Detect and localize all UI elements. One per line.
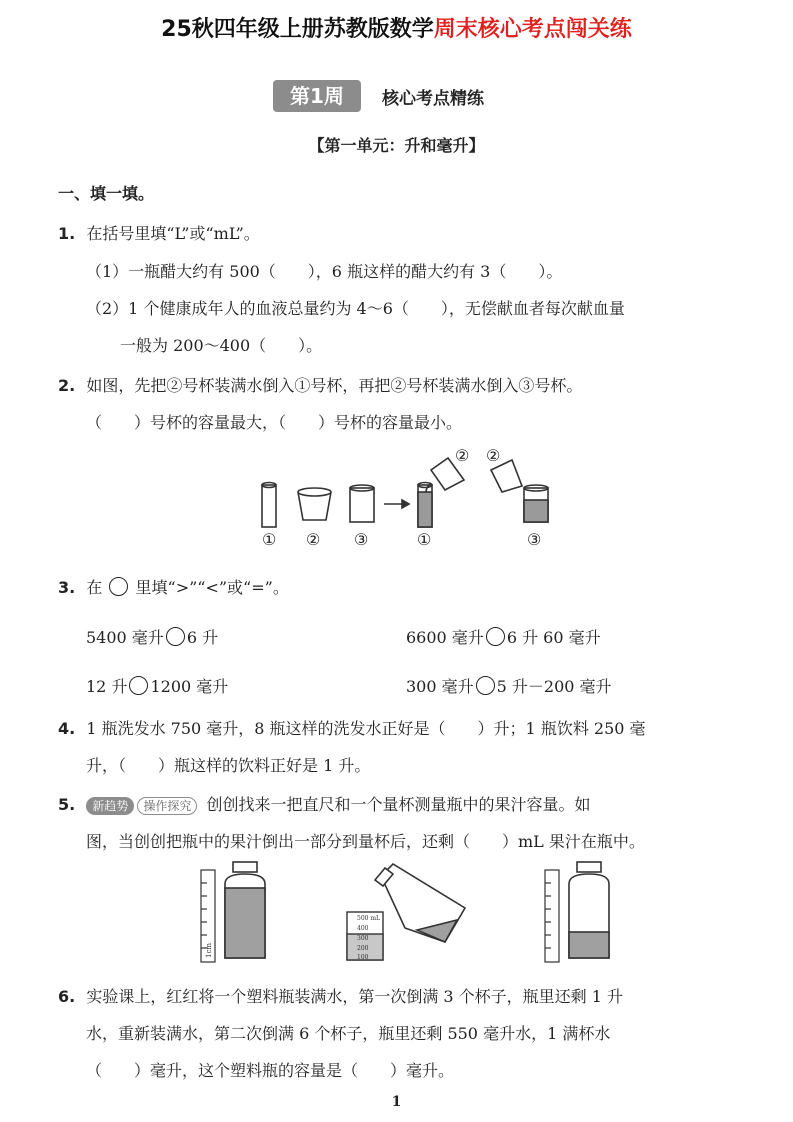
cups-figure (250, 440, 560, 555)
beaker-mark-100: 100 (357, 954, 369, 961)
full-bottle-icon (225, 862, 265, 958)
question-4 (58, 716, 646, 739)
answer-circle-icon[interactable] (476, 676, 495, 695)
answer-circle-icon[interactable] (129, 676, 148, 695)
banner-red-text: 周末核心考点闯关练 (433, 17, 632, 42)
compare-left: 5400 毫升 (86, 628, 164, 647)
compare-left: 300 毫升 (406, 677, 474, 696)
label-pour-2: ② (486, 446, 501, 465)
q2-text2: （ ）号杯的容量最大，（ ）号杯的容量最小。 (86, 413, 463, 432)
week-badge: 第1周 (273, 80, 361, 112)
question-text: 1 瓶洗发水 750 毫升，8 瓶这样的洗发水正好是（ ）升；1 瓶饮料 250 毫 (86, 719, 646, 738)
q6-text3: （ ）毫升，这个塑料瓶的容量是（ ）毫升。 (86, 1061, 455, 1080)
answer-circle-icon[interactable] (166, 627, 185, 646)
page-number: 1 (391, 1094, 402, 1110)
question-number: 1. (58, 224, 76, 243)
q1-sub2a: （2）1 个健康成年人的血液总量约为 4～6（ ），无偿献血者每次献血量 (86, 299, 625, 318)
label-pour-1: ② (455, 446, 470, 465)
label-cup2: ② (306, 530, 321, 549)
question-number: 4. (58, 719, 76, 738)
beaker-mark-400: 400 (357, 925, 369, 932)
compare-item-2 (406, 625, 601, 648)
cup-1-icon (262, 483, 276, 528)
compare-item-3 (86, 674, 228, 697)
question-5 (58, 792, 590, 815)
question-number: 6. (58, 987, 76, 1006)
q1-sub1: （1）一瓶醋大约有 500（ ），6 瓶这样的醋大约有 3（ ）。 (86, 262, 563, 281)
cup-2-icon (298, 488, 331, 520)
q5-text2: 图，当创创把瓶中的果汁倒出一部分到量杯后，还剩（ ）mL 果汁在瓶中。 (86, 832, 645, 851)
beaker-mark-200: 200 (357, 945, 369, 952)
question-1 (58, 221, 260, 244)
question-text-pre: 在 (86, 578, 103, 597)
cup-3-filled-icon (491, 460, 548, 522)
question-2 (58, 373, 582, 396)
juice-figure (195, 858, 635, 968)
compare-item-1 (86, 625, 218, 648)
question-number: 5. (58, 795, 76, 814)
unit-title: 【第一单元：升和毫升】 (308, 136, 485, 155)
ruler-label: 1cm (205, 942, 213, 958)
label-cup1-filled: ① (417, 530, 432, 549)
q6-text2: 水，重新装满水，第二次倒满 6 个杯子，瓶里还剩 550 毫升水，1 满杯水 (86, 1024, 611, 1043)
answer-circle-icon[interactable] (486, 627, 505, 646)
cup-3-icon (350, 485, 374, 522)
label-cup1: ① (262, 530, 277, 549)
section-title: 一、填一填。 (58, 184, 155, 203)
question-text: 创创找来一把直尺和一个量杯测量瓶中的果汁容量。如 (206, 795, 591, 814)
q1-sub2b: 一般为 200～400（ ）。 (120, 336, 323, 355)
label-cup3-filled: ③ (527, 530, 542, 549)
question-3 (58, 575, 289, 598)
compare-right: 5 升－200 毫升 (496, 677, 612, 696)
beaker-mark-500: 500 mL (357, 915, 381, 922)
compare-right: 6 升 60 毫升 (506, 628, 601, 647)
compare-right: 6 升 (186, 628, 219, 647)
operation-tag: 操作探究 (137, 797, 197, 815)
beaker-mark-300: 300 (357, 935, 369, 942)
question-text-post: 里填“>”“<”或“=”。 (135, 578, 289, 597)
compare-right: 1200 毫升 (150, 677, 229, 696)
q4-text2: 升，（ ）瓶这样的饮料正好是 1 升。 (86, 756, 371, 775)
partial-bottle-icon (569, 862, 609, 958)
question-text: 如图，先把②号杯装满水倒入①号杯，再把②号杯装满水倒入③号杯。 (86, 376, 583, 395)
question-number: 3. (58, 578, 76, 597)
banner-black-text: 25秋四年级上册苏教版数学 (161, 17, 434, 42)
compare-item-4 (406, 674, 612, 697)
week-title: 核心考点精练 (382, 89, 484, 109)
question-6 (58, 984, 623, 1007)
answer-circle-icon (109, 577, 128, 596)
banner-title (0, 12, 793, 43)
label-cup3: ③ (354, 530, 369, 549)
question-text: 在括号里填“L”或“mL”。 (86, 224, 260, 243)
question-text: 实验课上，红红将一个塑料瓶装满水，第一次倒满 3 个杯子，瓶里还剩 1 升 (86, 987, 624, 1006)
cup-1-filled-icon (418, 458, 464, 527)
compare-left: 12 升 (86, 677, 128, 696)
question-number: 2. (58, 376, 76, 395)
tilted-bottle-icon (375, 864, 465, 942)
arrow-icon (384, 500, 409, 508)
compare-left: 6600 毫升 (406, 628, 484, 647)
ruler-icon (545, 870, 559, 962)
new-trend-tag: 新趋势 (86, 797, 134, 815)
